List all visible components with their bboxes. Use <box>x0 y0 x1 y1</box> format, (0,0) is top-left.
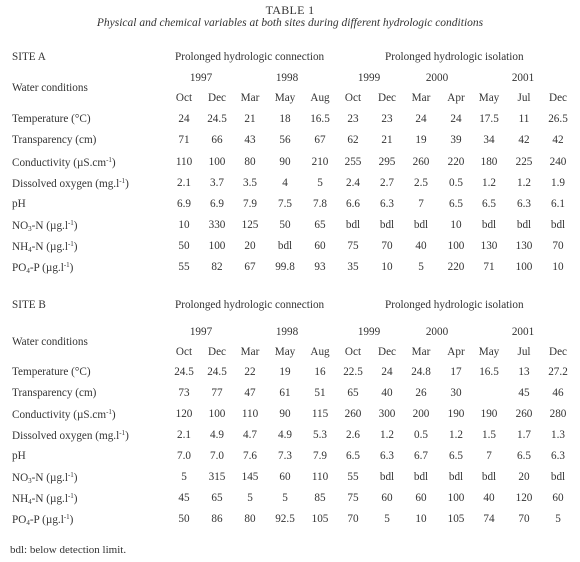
site_b-variable-label: pH <box>12 450 26 462</box>
site_b-table-cell: 1.2 <box>380 429 394 441</box>
site_a-table-cell: 295 <box>378 156 396 168</box>
site_a-table-cell: 220 <box>447 156 465 168</box>
site_b-year: 2000 <box>425 326 449 338</box>
site_b-table-cell: 6.3 <box>551 450 565 462</box>
site_b-table-cell: 115 <box>311 408 329 420</box>
site_b-table-cell: 17 <box>450 366 462 378</box>
site_b-table-cell: 26 <box>415 387 427 399</box>
site_b-table-cell: 65 <box>211 492 223 504</box>
site_a-table-cell: 1.9 <box>551 177 565 189</box>
site_a-table-cell: 24 <box>178 113 190 125</box>
site_b-table-cell: 45 <box>178 492 190 504</box>
site_a-table-cell: 66 <box>211 134 223 146</box>
site_b-table-cell: 70 <box>347 513 359 525</box>
site_a-table-cell: 7 <box>418 198 424 210</box>
site_a-month-header: Mar <box>240 92 260 104</box>
site_b-table-cell: bdl <box>413 471 429 483</box>
site_b-month-header: Oct <box>175 346 193 358</box>
site_a-table-cell: 6.1 <box>551 198 565 210</box>
site_a-table-cell: 0.5 <box>449 177 463 189</box>
site_b-table-cell: 6.5 <box>517 450 531 462</box>
site_b-table-cell: 86 <box>211 513 223 525</box>
site_b-table-cell: bdl <box>481 471 497 483</box>
site_b-month-header: May <box>478 346 500 358</box>
site_a-month-header: Oct <box>344 92 362 104</box>
site_b-table-cell: 315 <box>208 471 226 483</box>
site_a-table-cell: 19 <box>415 134 427 146</box>
site_a-table-cell: 7.9 <box>243 198 257 210</box>
site_b-month-header: Jul <box>517 346 531 358</box>
site_b-table-cell: 7 <box>486 450 492 462</box>
site_b-table-cell: 24.5 <box>174 366 194 378</box>
site_b-table-cell: 5 <box>282 492 288 504</box>
site_b-table-cell: 30 <box>450 387 462 399</box>
site_a-table-cell: 35 <box>347 261 359 273</box>
site_a-variable-label: Transparency (cm) <box>12 134 97 146</box>
site_b-table-cell: 300 <box>378 408 396 420</box>
site_b-month-header: Dec <box>377 346 397 358</box>
site_a-table-cell: 125 <box>241 219 259 231</box>
site_b-table-cell: 7.9 <box>313 450 327 462</box>
site_b-table-cell: 13 <box>518 366 530 378</box>
site_a-table-cell: bdl <box>413 219 429 231</box>
site_b-table-cell: 2.6 <box>346 429 360 441</box>
site_b-variable-label: $NO_3-N$ $(\mu g.l^{-1})$ <box>12 471 78 485</box>
site_b-table-cell: 110 <box>241 408 259 420</box>
site_a-table-cell: 100 <box>447 240 465 252</box>
site_a-table-cell: 65 <box>314 219 326 231</box>
site_a-variable-label: $NH_4-N$ $(\mu g.l^{-1})$ <box>12 240 78 254</box>
site_a-table-cell: 40 <box>415 240 427 252</box>
site_a-table-cell: 24 <box>415 113 427 125</box>
site_b-table-cell: 105 <box>447 513 465 525</box>
site_b-table-cell: 4.9 <box>210 429 224 441</box>
site_b-table-cell: 2.1 <box>177 429 191 441</box>
site_a-month-header: May <box>478 92 500 104</box>
site_a-year: 1998 <box>275 72 299 84</box>
site_b-table-cell: 5.3 <box>313 429 327 441</box>
site_b-table-cell: 24.5 <box>207 366 227 378</box>
site_a-table-cell: 5 <box>418 261 424 273</box>
site_b-table-cell: 70 <box>518 513 530 525</box>
site_a-table-cell: 3.7 <box>210 177 224 189</box>
site_b-table-cell: 120 <box>175 408 193 420</box>
site_a-table-cell: 67 <box>244 261 256 273</box>
site_b-label: SITE B <box>12 299 46 311</box>
site_a-table-cell: 23 <box>347 113 359 125</box>
site_b-month-header: Apr <box>447 346 465 358</box>
site_a-table-cell: 70 <box>381 240 393 252</box>
site_a-table-cell: 2.5 <box>414 177 428 189</box>
site_a-table-cell: 10 <box>178 219 190 231</box>
site_a-table-cell: 6.5 <box>449 198 463 210</box>
site_a-month-header: Aug <box>310 92 330 104</box>
site_b-year: 1998 <box>275 326 299 338</box>
site_a-table-cell: 71 <box>178 134 190 146</box>
site_a-table-cell: 17.5 <box>479 113 499 125</box>
site_a-table-cell: 2.4 <box>346 177 360 189</box>
site_b-table-cell: 260 <box>344 408 362 420</box>
site_b-table-cell: 92.5 <box>275 513 295 525</box>
site_a-table-cell: 20 <box>244 240 256 252</box>
site_b-table-cell: 260 <box>515 408 533 420</box>
site_a-table-cell: 6.5 <box>482 198 496 210</box>
site_b-table-cell: 55 <box>347 471 359 483</box>
site_a-table-cell: 24 <box>450 113 462 125</box>
site_b-table-cell: 65 <box>347 387 359 399</box>
site_a-table-cell: 100 <box>208 156 226 168</box>
site_a-variable-label: Dissolved oxygen $(mg.l^{-1})$ <box>12 177 129 190</box>
site_b-table-cell: 190 <box>480 408 498 420</box>
site_b-variable-label: Dissolved oxygen $(mg.l^{-1})$ <box>12 429 129 442</box>
site_a-table-cell: 10 <box>381 261 393 273</box>
site_b-table-cell: 1.2 <box>449 429 463 441</box>
site_a-isolation-header: Prolonged hydrologic isolation <box>385 51 524 63</box>
site_b-table-cell: 5 <box>181 471 187 483</box>
site_a-year: 1999 <box>357 72 381 84</box>
site_b-table-cell: 105 <box>311 513 329 525</box>
site_b-table-cell: 7.0 <box>177 450 191 462</box>
site_a-table-cell: 70 <box>552 240 564 252</box>
site_a-table-cell: 75 <box>347 240 359 252</box>
site_b-year: 1999 <box>357 326 381 338</box>
site_a-connection-header: Prolonged hydrologic connection <box>175 51 325 63</box>
site_b-month-header: Mar <box>240 346 260 358</box>
site_b-table-cell: 1.5 <box>482 429 496 441</box>
site_b-water-conditions: Water conditions <box>12 336 88 348</box>
site_a-variable-label: $PO_4-P$ $(\mu g.l^{-1})$ <box>12 261 74 275</box>
site_a-table-cell: 90 <box>279 156 291 168</box>
site_a-table-cell: 42 <box>518 134 530 146</box>
site_a-table-cell: 60 <box>314 240 326 252</box>
site_b-table-cell: 16 <box>314 366 326 378</box>
site_a-table-cell: bdl <box>481 219 497 231</box>
site_b-month-header: Dec <box>207 346 227 358</box>
site_b-month-header: Mar <box>411 346 431 358</box>
site_b-variable-label: $NH_4-N$ $(\mu g.l^{-1})$ <box>12 492 78 506</box>
site_a-month-header: May <box>274 92 296 104</box>
site_b-table-cell: 24.8 <box>411 366 431 378</box>
site_b-table-cell: 74 <box>483 513 495 525</box>
site_b-table-cell: 73 <box>178 387 190 399</box>
site_b-table-cell: 40 <box>381 387 393 399</box>
site_b-table-cell: 6.5 <box>449 450 463 462</box>
site_a-table-cell: 225 <box>515 156 533 168</box>
site_b-table-cell: 5 <box>384 513 390 525</box>
site_b-table-cell: 27.2 <box>548 366 568 378</box>
site_a-table-cell: 10 <box>552 261 564 273</box>
site_b-table-cell: 10 <box>415 513 427 525</box>
site_b-year: 2001 <box>511 326 535 338</box>
site_b-table-cell: 80 <box>244 513 256 525</box>
site_a-table-cell: bdl <box>379 219 395 231</box>
site_a-table-cell: bdl <box>345 219 361 231</box>
site_b-table-cell: 5 <box>247 492 253 504</box>
site_b-table-cell: 1.3 <box>551 429 565 441</box>
site_b-table-cell: 75 <box>347 492 359 504</box>
site_a-table-cell: 100 <box>515 261 533 273</box>
site_a-table-cell: 50 <box>279 219 291 231</box>
site_b-table-cell: 45 <box>518 387 530 399</box>
site_a-table-cell: 6.3 <box>517 198 531 210</box>
site_b-year: 1997 <box>189 326 213 338</box>
site_b-table-cell: 19 <box>279 366 291 378</box>
site_b-table-cell: bdl <box>379 471 395 483</box>
site_a-table-cell: 210 <box>311 156 329 168</box>
site_a-table-cell: 34 <box>483 134 495 146</box>
site_a-water-conditions: Water conditions <box>12 82 88 94</box>
site_a-table-cell: 21 <box>244 113 256 125</box>
site_a-table-cell: 130 <box>515 240 533 252</box>
site_b-table-cell: 100 <box>447 492 465 504</box>
site_a-table-cell: 110 <box>175 156 193 168</box>
site_a-table-cell: 240 <box>549 156 567 168</box>
site_b-table-cell: 20 <box>518 471 530 483</box>
site_a-table-cell: 5 <box>317 177 323 189</box>
site_a-label: SITE A <box>12 51 46 63</box>
site_a-variable-label: Conductivity $(\mu S.cm^{-1})$ <box>12 156 116 169</box>
site_a-table-cell: 42 <box>552 134 564 146</box>
site_b-table-cell: 24 <box>381 366 393 378</box>
site_b-table-cell: 6.3 <box>380 450 394 462</box>
site_b-table-cell: 7.6 <box>243 450 257 462</box>
site_a-table-cell: 24.5 <box>207 113 227 125</box>
site_a-table-cell: 1.2 <box>517 177 531 189</box>
site_a-table-cell: 43 <box>244 134 256 146</box>
site_a-table-cell: 23 <box>381 113 393 125</box>
site_b-table-cell: bdl <box>550 471 566 483</box>
site_a-table-cell: 6.9 <box>210 198 224 210</box>
site_b-variable-label: Transparency (cm) <box>12 387 97 399</box>
site_a-table-cell: 1.2 <box>482 177 496 189</box>
site_a-table-cell: 11 <box>518 113 530 125</box>
site_b-table-cell: 50 <box>178 513 190 525</box>
site_b-table-cell: bdl <box>448 471 464 483</box>
site_b-table-cell: 110 <box>311 471 329 483</box>
site_b-table-cell: 22 <box>244 366 256 378</box>
table-title: TABLE 1 <box>265 3 315 17</box>
site_a-table-cell: bdl <box>277 240 293 252</box>
site_a-table-cell: 21 <box>381 134 393 146</box>
site_b-table-cell: 4.7 <box>243 429 257 441</box>
site_b-month-header: Aug <box>310 346 330 358</box>
site_a-table-cell: 82 <box>211 261 223 273</box>
site_b-table-cell: 0.5 <box>414 429 428 441</box>
site_a-year: 2000 <box>425 72 449 84</box>
site_a-table-cell: 10 <box>450 219 462 231</box>
site_b-table-cell: 200 <box>412 408 430 420</box>
site_a-month-header: Jul <box>517 92 531 104</box>
site_b-table-cell: 60 <box>415 492 427 504</box>
site_b-table-cell: 100 <box>208 408 226 420</box>
site_b-table-cell: 60 <box>381 492 393 504</box>
site_a-table-cell: 67 <box>314 134 326 146</box>
site_b-table-cell: 7.0 <box>210 450 224 462</box>
site_a-year: 2001 <box>511 72 535 84</box>
site_b-table-cell: 16.5 <box>479 366 499 378</box>
site_a-table-cell: 180 <box>480 156 498 168</box>
site_b-table-cell: 40 <box>483 492 495 504</box>
site_a-table-cell: 330 <box>208 219 226 231</box>
site_a-table-cell: 39 <box>450 134 462 146</box>
site_a-table-cell: 255 <box>344 156 362 168</box>
site_b-month-header: Dec <box>548 346 568 358</box>
site_a-table-cell: 93 <box>314 261 326 273</box>
site_b-table-cell: 47 <box>244 387 256 399</box>
site_a-month-header: Oct <box>175 92 193 104</box>
table-subtitle: Physical and chemical variables at both sites during different hydrologic conditions <box>96 17 484 29</box>
site_b-table-cell: 51 <box>314 387 326 399</box>
site_b-table-cell: 190 <box>447 408 465 420</box>
site_a-table-cell: 260 <box>412 156 430 168</box>
site_b-table-cell: 145 <box>241 471 259 483</box>
site_b-table-cell: 60 <box>279 471 291 483</box>
site_a-table-cell: 6.6 <box>346 198 360 210</box>
site_a-month-header: Dec <box>548 92 568 104</box>
site_b-table-cell: 6.7 <box>414 450 428 462</box>
site_a-table-cell: 62 <box>347 134 359 146</box>
site_a-table-cell: 220 <box>447 261 465 273</box>
site_a-month-header: Dec <box>377 92 397 104</box>
site_b-table-cell: 60 <box>552 492 564 504</box>
site_a-table-cell: 7.8 <box>313 198 327 210</box>
site_a-table-cell: 80 <box>244 156 256 168</box>
site_a-table-cell: 100 <box>208 240 226 252</box>
site_a-variable-label: Temperature (°C) <box>12 113 91 125</box>
site_a-table-cell: bdl <box>516 219 532 231</box>
footnote: bdl: below detection limit. <box>10 544 127 556</box>
site_b-table-cell: 77 <box>211 387 223 399</box>
site_a-table-cell: 71 <box>483 261 495 273</box>
site_b-table-cell: 90 <box>279 408 291 420</box>
site_b-table-cell: 85 <box>314 492 326 504</box>
site_b-table-cell: 22.5 <box>343 366 363 378</box>
site_a-table-cell: 26.5 <box>548 113 568 125</box>
site_b-isolation-header: Prolonged hydrologic isolation <box>385 299 524 311</box>
site_b-variable-label: Temperature (°C) <box>12 366 91 378</box>
site_b-month-header: Oct <box>344 346 362 358</box>
site_a-month-header: Mar <box>411 92 431 104</box>
site_a-variable-label: pH <box>12 198 26 210</box>
site_b-table-cell: 46 <box>552 387 564 399</box>
site_a-year: 1997 <box>189 72 213 84</box>
site_b-variable-label: $PO_4-P$ $(\mu g.l^{-1})$ <box>12 513 74 527</box>
site_b-connection-header: Prolonged hydrologic connection <box>175 299 325 311</box>
site_a-table-cell: 55 <box>178 261 190 273</box>
site_a-table-cell: 99.8 <box>275 261 295 273</box>
site_b-table-cell: 1.7 <box>517 429 531 441</box>
site_a-table-cell: 4 <box>282 177 288 189</box>
site_b-table-cell: 4.9 <box>278 429 292 441</box>
site_a-table-cell: 50 <box>178 240 190 252</box>
site_a-table-cell: 6.9 <box>177 198 191 210</box>
site_b-table-cell: 61 <box>279 387 291 399</box>
site_a-month-header: Dec <box>207 92 227 104</box>
site_a-table-cell: 2.1 <box>177 177 191 189</box>
site_a-month-header: Apr <box>447 92 465 104</box>
site_a-table-cell: 56 <box>279 134 291 146</box>
site_a-table-cell: 16.5 <box>310 113 330 125</box>
site_b-table-cell: 280 <box>549 408 567 420</box>
site_a-table-cell: 7.5 <box>278 198 292 210</box>
site_a-table-cell: 3.5 <box>243 177 257 189</box>
site_a-table-cell: 6.3 <box>380 198 394 210</box>
site_a-table-cell: 130 <box>480 240 498 252</box>
site_b-table-cell: 6.5 <box>346 450 360 462</box>
site_a-table-cell: bdl <box>550 219 566 231</box>
site_a-table-cell: 18 <box>279 113 291 125</box>
site_b-month-header: May <box>274 346 296 358</box>
site_b-table-cell: 5 <box>555 513 561 525</box>
site_a-variable-label: $NO_3-N$ $(\mu g.l^{-1})$ <box>12 219 78 233</box>
site_b-table-cell: 7.3 <box>278 450 292 462</box>
site_a-table-cell: 2.7 <box>380 177 394 189</box>
site_b-table-cell: 120 <box>515 492 533 504</box>
site_b-variable-label: Conductivity $(\mu S.cm^{-1})$ <box>12 408 116 421</box>
